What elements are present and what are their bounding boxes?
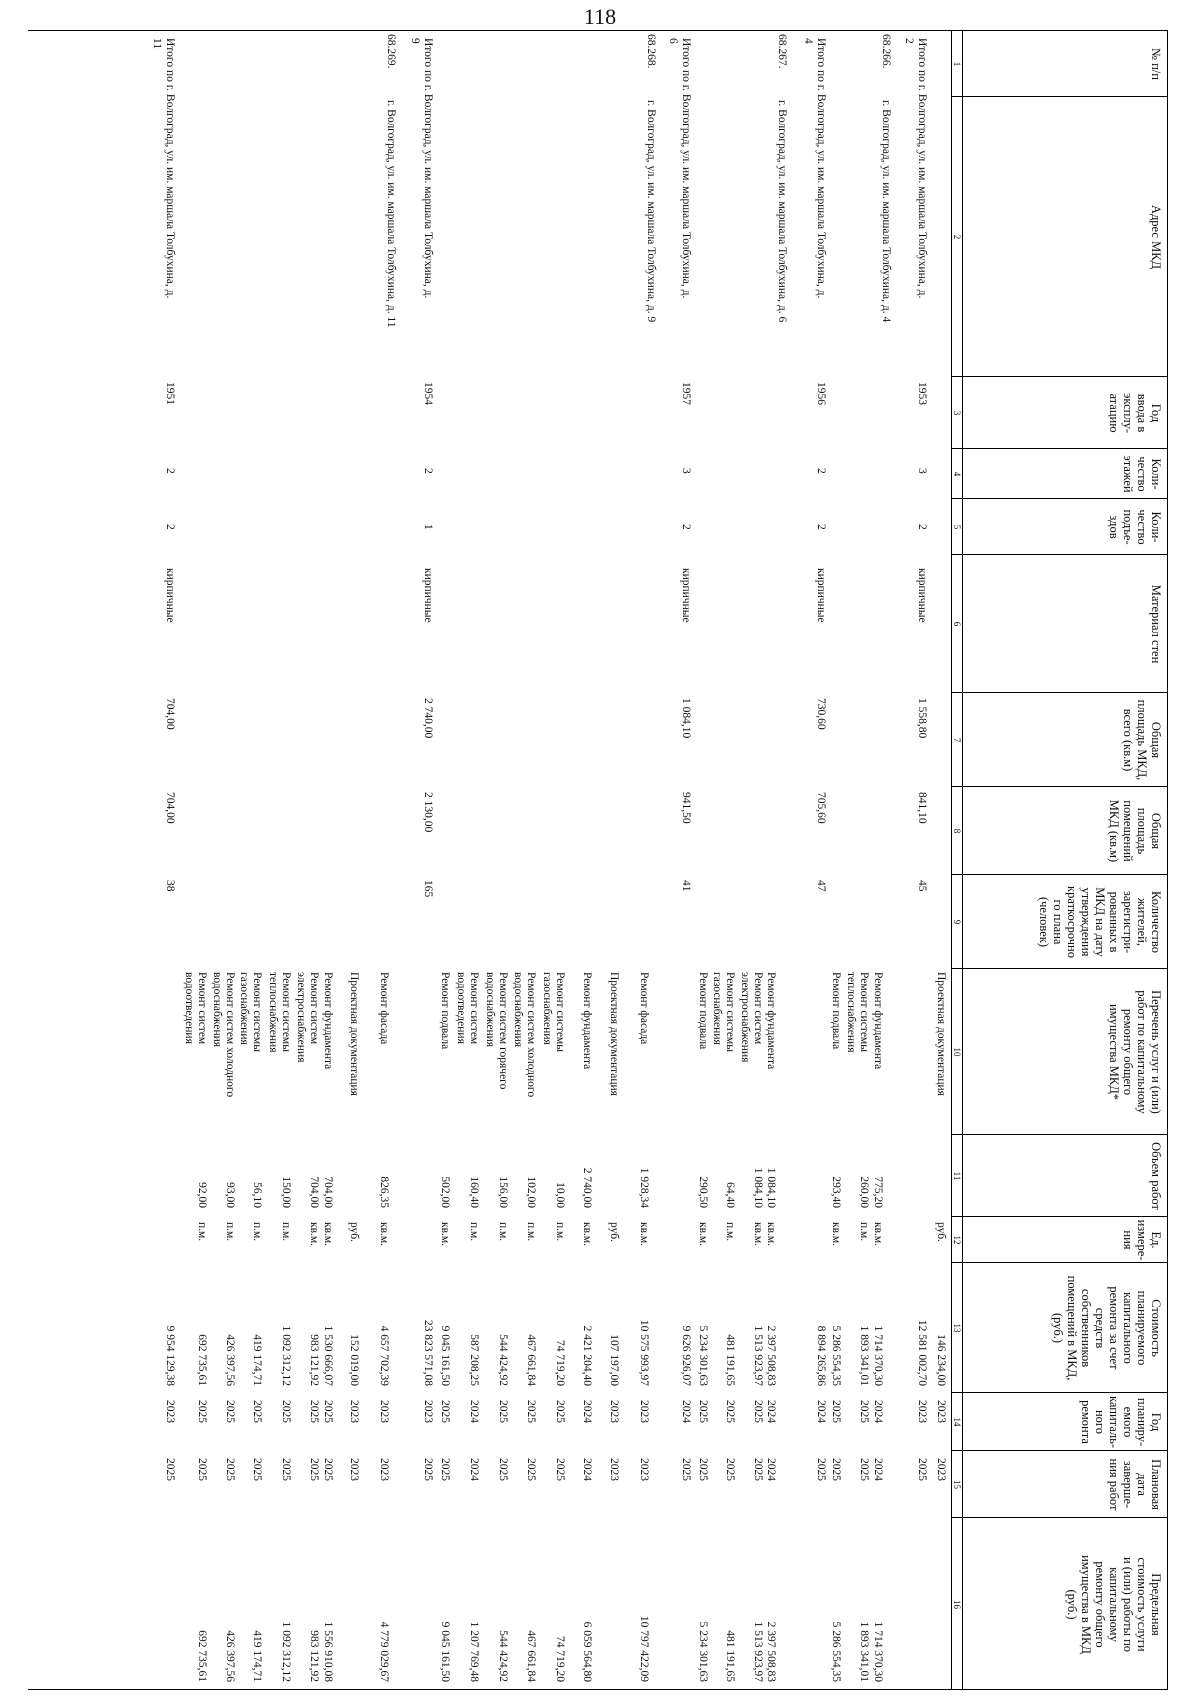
entrances-count: 2 <box>680 524 692 530</box>
year-built: 1954 <box>422 382 434 405</box>
column-divider <box>951 376 1168 377</box>
work-volume: 1 084,10 <box>752 1167 764 1208</box>
unit: п.м. <box>280 1222 292 1242</box>
column-divider <box>951 692 1168 693</box>
wall-material: кирпичные <box>164 568 176 623</box>
work-volume: 56,10 <box>251 1182 263 1208</box>
max-cost: 4 779 029,67 <box>378 1621 390 1682</box>
completion-date: 2024 <box>581 1458 593 1481</box>
total-label: Итого по г. Волгоград, ул. им. маршала Толбухина, д. 11 <box>151 38 176 299</box>
unit: кв.м. <box>378 1222 390 1247</box>
column-divider <box>951 554 1168 555</box>
work-volume: 260,00 <box>858 1176 870 1208</box>
year-built: 1956 <box>815 382 827 405</box>
max-cost: 5 286 554,35 <box>830 1621 842 1682</box>
work-name: Ремонт систем электроснабжения <box>295 972 320 1063</box>
residents-count: 165 <box>422 880 434 898</box>
unit: кв.м. <box>830 1222 842 1247</box>
column-divider <box>951 96 1168 97</box>
repair-year: 2025 <box>439 1400 451 1423</box>
planned-cost: 10 575 993,97 <box>638 1319 650 1386</box>
max-cost: 419 174,71 <box>251 1630 263 1682</box>
column-header-14: Год планиру- емого капиталь- ного ремонта <box>1079 1395 1163 1449</box>
repair-year: 2025 <box>196 1400 208 1423</box>
work-name: Ремонт системы теплоснабжения <box>267 972 292 1053</box>
work-name: Ремонт систем электроснабжения <box>739 972 764 1063</box>
column-divider <box>951 448 1168 449</box>
completion-date: 2025 <box>251 1458 263 1481</box>
residents-count: 38 <box>164 880 176 892</box>
unit: кв.м. <box>322 1222 334 1247</box>
repair-year: 2023 <box>348 1400 360 1423</box>
column-number-6: 6 <box>952 621 962 627</box>
completion-date: 2025 <box>322 1458 334 1481</box>
completion-date: 2023 <box>378 1458 390 1481</box>
work-volume: 92,00 <box>196 1182 208 1208</box>
work-name: Ремонт фундамента <box>322 972 334 1070</box>
work-name: Ремонт систем холодного водоснабжения <box>512 972 537 1098</box>
repair-year: 2025 <box>752 1400 764 1423</box>
planned-cost: 983 121,92 <box>308 1334 320 1386</box>
row-number: 68.269. <box>385 34 397 69</box>
work-name: Ремонт системы газоснабжения <box>238 972 263 1052</box>
completion-date: 2024 <box>765 1458 777 1481</box>
repair-year: 2025 <box>554 1400 566 1423</box>
premises-area: 841,10 <box>916 792 928 824</box>
planned-cost: 107 197,00 <box>608 1334 620 1386</box>
unit: п.м. <box>196 1222 208 1242</box>
column-number-5: 5 <box>952 524 962 530</box>
total-area: 2 740,00 <box>422 698 434 739</box>
work-name: Ремонт системы газоснабжения <box>711 972 736 1052</box>
completion-date: 2025 <box>554 1458 566 1481</box>
column-header-7: Общая площадь МКД, всего (кв.м) <box>1121 699 1163 781</box>
work-name: Ремонт фундамента <box>765 972 777 1070</box>
work-volume: 10,00 <box>554 1182 566 1208</box>
unit: кв.м. <box>439 1222 451 1247</box>
column-number-7: 7 <box>952 737 962 743</box>
work-name: Ремонт фундамента <box>581 972 593 1070</box>
work-volume: 704,00 <box>322 1176 334 1208</box>
unit: кв.м. <box>872 1222 884 1247</box>
premises-area: 705,60 <box>815 792 827 824</box>
work-name: Ремонт систем горячего водоснабжения <box>484 972 509 1090</box>
work-volume: 290,50 <box>697 1176 709 1208</box>
planned-cost: 152 019,00 <box>348 1334 360 1386</box>
column-divider <box>951 1216 1168 1217</box>
repair-year: 2024 <box>468 1400 480 1423</box>
work-name: Ремонт подвала <box>830 972 842 1050</box>
completion-date: 2025 <box>224 1458 236 1481</box>
unit: кв.м. <box>697 1222 709 1247</box>
work-name: Ремонт фасада <box>378 972 390 1045</box>
wall-material: кирпичные <box>680 568 692 623</box>
column-header-12: Ед. измере- ния <box>1121 1219 1163 1261</box>
work-volume: 160,40 <box>468 1176 480 1208</box>
work-volume: 775,20 <box>872 1176 884 1208</box>
column-divider <box>951 1517 1168 1518</box>
repair-year: 2025 <box>858 1400 870 1423</box>
repair-year: 2025 <box>724 1400 736 1423</box>
column-number-8: 8 <box>952 828 962 834</box>
repair-year: 2023 <box>422 1400 434 1423</box>
unit: п.м. <box>554 1222 566 1242</box>
column-header-5: Коли- чество подъе- здов <box>1107 509 1163 545</box>
unit: п.м. <box>468 1222 480 1242</box>
row-address: г. Волгоград, ул. им. маршала Толбухина, д. 9 <box>645 100 657 323</box>
work-name: Ремонт подвала <box>439 972 451 1050</box>
work-name: Ремонт систем водоотведения <box>183 972 208 1045</box>
planned-cost: 419 174,71 <box>251 1334 263 1386</box>
total-area: 1 558,80 <box>916 698 928 739</box>
residents-count: 47 <box>815 880 827 892</box>
column-number-15: 15 <box>952 1480 962 1489</box>
completion-date: 2023 <box>608 1458 620 1481</box>
column-number-3: 3 <box>952 410 962 416</box>
repair-year: 2025 <box>525 1400 537 1423</box>
max-cost: 692 735,61 <box>196 1630 208 1682</box>
column-number-1: 1 <box>952 61 962 67</box>
planned-cost: 2 397 508,83 <box>765 1325 777 1386</box>
completion-date: 2025 <box>525 1458 537 1481</box>
planned-cost: 1 513 923,97 <box>752 1325 764 1386</box>
repair-year: 2023 <box>935 1400 947 1423</box>
column-number-16: 16 <box>952 1600 962 1609</box>
work-volume: 826,35 <box>378 1176 390 1208</box>
max-cost: 983 121,92 <box>308 1630 320 1682</box>
planned-cost: 4 657 702,39 <box>378 1325 390 1386</box>
work-volume: 102,00 <box>525 1176 537 1208</box>
completion-date: 2025 <box>439 1458 451 1481</box>
row-number: 68.266. <box>880 34 892 69</box>
work-volume: 704,00 <box>308 1176 320 1208</box>
entrances-count: 1 <box>422 524 434 530</box>
column-divider <box>951 1392 1168 1393</box>
year-built: 1953 <box>916 382 928 405</box>
entrances-count: 2 <box>815 524 827 530</box>
column-header-15: Плановая дата заверше- ния работ <box>1107 1458 1163 1511</box>
repair-year: 2025 <box>497 1400 509 1423</box>
max-cost: 1 893 341,01 <box>858 1621 870 1682</box>
column-divider <box>951 968 1168 969</box>
planned-cost: 74 719,20 <box>554 1340 566 1386</box>
work-name: Ремонт системы теплоснабжения <box>845 972 870 1053</box>
planned-cost: 481 191,65 <box>724 1334 736 1386</box>
completion-date: 2025 <box>830 1458 842 1481</box>
planned-cost: 1 530 666,07 <box>322 1325 334 1386</box>
total-area: 1 084,10 <box>680 698 692 739</box>
work-volume: 64,40 <box>724 1182 736 1208</box>
column-header-4: Коли- чество этажей <box>1121 455 1163 493</box>
column-number-row <box>951 30 963 1690</box>
unit: руб. <box>348 1222 360 1242</box>
work-name: Ремонт системы газоснабжения <box>541 972 566 1052</box>
column-number-14: 14 <box>952 1417 962 1427</box>
column-number-13: 13 <box>952 1323 962 1333</box>
repair-year: 2025 <box>224 1400 236 1423</box>
planned-cost: 544 424,92 <box>497 1334 509 1386</box>
planned-cost: 692 735,61 <box>196 1334 208 1386</box>
unit: руб. <box>935 1222 947 1242</box>
floors-count: 3 <box>916 468 928 474</box>
repair-year: 2023 <box>164 1400 176 1423</box>
repair-year: 2025 <box>308 1400 320 1423</box>
column-number-2: 2 <box>952 234 962 240</box>
planned-cost: 587 208,25 <box>468 1334 480 1386</box>
completion-date: 2025 <box>815 1458 827 1481</box>
unit: руб. <box>608 1222 620 1242</box>
completion-date: 2023 <box>638 1458 650 1481</box>
unit: кв.м. <box>752 1222 764 1247</box>
max-cost: 74 719,20 <box>554 1636 566 1682</box>
column-header-2: Адрес МКД <box>1149 204 1163 270</box>
planned-cost: 1 092 312,12 <box>280 1325 292 1386</box>
work-volume: 156,00 <box>497 1176 509 1208</box>
completion-date: 2024 <box>468 1458 480 1481</box>
planned-cost: 8 894 265,86 <box>815 1325 827 1386</box>
repair-year: 2023 <box>916 1400 928 1423</box>
entrances-count: 2 <box>164 524 176 530</box>
floors-count: 2 <box>815 468 827 474</box>
planned-cost: 12 581 002,70 <box>916 1319 928 1386</box>
column-header-1: № п/п <box>1149 48 1163 80</box>
max-cost: 1 513 923,97 <box>752 1621 764 1682</box>
column-number-10: 10 <box>952 1047 962 1057</box>
premises-area: 941,50 <box>680 792 692 824</box>
total-area: 730,60 <box>815 698 827 730</box>
work-name: Ремонт систем холодного водоснабжения <box>211 972 236 1098</box>
work-volume: 502,00 <box>439 1176 451 1208</box>
planned-cost: 9 626 926,07 <box>680 1325 692 1386</box>
row-number: 68.268. <box>645 34 657 69</box>
planned-cost: 23 823 571,08 <box>422 1319 434 1386</box>
repair-year: 2025 <box>322 1400 334 1423</box>
completion-date: 2025 <box>724 1458 736 1481</box>
planned-cost: 5 234 301,63 <box>697 1325 709 1386</box>
completion-date: 2025 <box>752 1458 764 1481</box>
total-label: Итого по г. Волгоград, ул. им. маршала Толбухина, д. 2 <box>903 38 928 299</box>
unit: кв.м. <box>308 1222 320 1247</box>
residents-count: 41 <box>680 880 692 892</box>
completion-date: 2025 <box>680 1458 692 1481</box>
entrances-count: 2 <box>916 524 928 530</box>
completion-date: 2025 <box>308 1458 320 1481</box>
repair-year: 2024 <box>872 1400 884 1423</box>
completion-date: 2025 <box>422 1458 434 1481</box>
work-volume: 93,00 <box>224 1182 236 1208</box>
rotated-table-page <box>28 30 1168 1690</box>
unit: кв.м. <box>581 1222 593 1247</box>
max-cost: 1 092 312,12 <box>280 1621 292 1682</box>
completion-date: 2023 <box>935 1458 947 1481</box>
repair-year: 2023 <box>608 1400 620 1423</box>
completion-date: 2025 <box>497 1458 509 1481</box>
work-name: Проектная документация <box>935 972 947 1096</box>
column-header-3: Год ввода в эксплу- атацию <box>1107 392 1163 433</box>
max-cost: 6 059 564,80 <box>581 1621 593 1682</box>
column-header-6: Материал стен <box>1149 584 1163 664</box>
total-label: Итого по г. Волгоград, ул. им. маршала Толбухина, д. 6 <box>667 38 692 299</box>
completion-date: 2025 <box>164 1458 176 1481</box>
unit: кв.м. <box>638 1222 650 1247</box>
column-header-16: Предельная стоимость услуги и (или) работы по капитальному ремонту общего имущества в МКД (руб.) <box>1065 1555 1163 1654</box>
max-cost: 467 661,84 <box>525 1630 537 1682</box>
repair-year: 2024 <box>581 1400 593 1423</box>
residents-count: 45 <box>916 880 928 892</box>
column-header-9: Количество жителей, зарегистри- рованных в МКД на дату утверждения краткосрочно го плана (человек) <box>1037 886 1163 958</box>
unit: п.м. <box>525 1222 537 1242</box>
row-address: г. Волгоград, ул. им. маршала Толбухина, д. 4 <box>880 100 892 323</box>
column-divider <box>951 786 1168 787</box>
repair-year: 2025 <box>697 1400 709 1423</box>
row-address: г. Волгоград, ул. им. маршала Толбухина, д. 6 <box>776 100 788 323</box>
max-cost: 544 424,92 <box>497 1630 509 1682</box>
unit: п.м. <box>251 1222 263 1242</box>
premises-area: 2 130,00 <box>422 792 434 833</box>
completion-date: 2023 <box>348 1458 360 1481</box>
planned-cost: 2 421 204,40 <box>581 1325 593 1386</box>
max-cost: 1 714 370,30 <box>872 1621 884 1682</box>
planned-cost: 467 661,84 <box>525 1334 537 1386</box>
total-label: Итого по г. Волгоград, ул. им. маршала Толбухина, д. 9 <box>409 38 434 299</box>
unit: кв.м. <box>765 1222 777 1247</box>
work-volume: 2 740,00 <box>581 1167 593 1208</box>
capital-repair-table <box>28 30 1168 1690</box>
column-divider <box>951 1450 1168 1451</box>
total-area: 704,00 <box>164 698 176 730</box>
column-header-8: Общая площадь помещений МКД (кв.м) <box>1107 799 1163 863</box>
premises-area: 704,00 <box>164 792 176 824</box>
max-cost: 1 556 910,08 <box>322 1621 334 1682</box>
work-name: Ремонт фундамента <box>872 972 884 1070</box>
completion-date: 2024 <box>872 1458 884 1481</box>
work-name: Ремонт систем водоотведения <box>455 972 480 1045</box>
completion-date: 2025 <box>697 1458 709 1481</box>
work-volume: 150,00 <box>280 1176 292 1208</box>
work-volume: 1 928,34 <box>638 1167 650 1208</box>
column-header-10: Перечень услуг и (или) работ по капитальному ремонту общего имущества МКД* <box>1107 990 1163 1114</box>
repair-year: 2024 <box>815 1400 827 1423</box>
table-header <box>962 30 1168 1690</box>
work-name: Проектная документация <box>348 972 360 1096</box>
column-number-4: 4 <box>952 471 962 477</box>
repair-year: 2023 <box>378 1400 390 1423</box>
floors-count: 2 <box>164 468 176 474</box>
wall-material: кирпичные <box>422 568 434 623</box>
max-cost: 426 397,56 <box>224 1630 236 1682</box>
unit: п.м. <box>858 1222 870 1242</box>
work-name: Проектная документация <box>608 972 620 1096</box>
max-cost: 9 045 161,50 <box>439 1621 451 1682</box>
max-cost: 10 797 422,09 <box>638 1615 650 1682</box>
max-cost: 481 191,65 <box>724 1630 736 1682</box>
column-divider <box>951 1134 1168 1135</box>
repair-year: 2025 <box>280 1400 292 1423</box>
row-number: 68.267. <box>776 34 788 69</box>
wall-material: кирпичные <box>815 568 827 623</box>
planned-cost: 1 893 341,01 <box>858 1325 870 1386</box>
unit: п.м. <box>497 1222 509 1242</box>
floors-count: 2 <box>422 468 434 474</box>
unit: п.м. <box>724 1222 736 1242</box>
repair-year: 2024 <box>680 1400 692 1423</box>
repair-year: 2024 <box>765 1400 777 1423</box>
max-cost: 5 234 301,63 <box>697 1621 709 1682</box>
floors-count: 3 <box>680 468 692 474</box>
column-divider <box>951 498 1168 499</box>
total-label: Итого по г. Волгоград, ул. им. маршала Толбухина, д. 4 <box>802 38 827 299</box>
work-volume: 293,40 <box>830 1176 842 1208</box>
work-volume: 1 084,10 <box>765 1167 777 1208</box>
page-number: 118 <box>583 4 617 29</box>
work-name: Ремонт фасада <box>638 972 650 1045</box>
year-built: 1951 <box>164 382 176 405</box>
column-header-13: Стоимость планируемого капитального ремонта за счет средств собственников помещений в МКД, (руб.) <box>1051 1275 1163 1381</box>
work-name: Ремонт подвала <box>697 972 709 1050</box>
row-address: г. Волгоград, ул. им. маршала Толбухина, д. 11 <box>385 100 397 328</box>
completion-date: 2025 <box>916 1458 928 1481</box>
year-built: 1957 <box>680 382 692 405</box>
completion-date: 2025 <box>280 1458 292 1481</box>
repair-year: 2023 <box>638 1400 650 1423</box>
column-divider <box>951 1262 1168 1263</box>
completion-date: 2025 <box>196 1458 208 1481</box>
completion-date: 2025 <box>858 1458 870 1481</box>
planned-cost: 426 397,56 <box>224 1334 236 1386</box>
unit: п.м. <box>224 1222 236 1242</box>
max-cost: 2 397 508,83 <box>765 1621 777 1682</box>
column-divider <box>951 874 1168 875</box>
planned-cost: 146 234,00 <box>935 1334 947 1386</box>
max-cost: 1 207 769,48 <box>468 1621 480 1682</box>
repair-year: 2025 <box>830 1400 842 1423</box>
planned-cost: 1 714 370,30 <box>872 1325 884 1386</box>
planned-cost: 5 286 554,35 <box>830 1325 842 1386</box>
repair-year: 2025 <box>251 1400 263 1423</box>
column-header-11: Объем работ <box>1149 1142 1163 1210</box>
planned-cost: 9 954 129,38 <box>164 1325 176 1386</box>
column-number-12: 12 <box>952 1235 962 1245</box>
column-number-11: 11 <box>952 1171 962 1181</box>
planned-cost: 9 045 161,50 <box>439 1325 451 1386</box>
column-number-9: 9 <box>952 919 962 925</box>
wall-material: кирпичные <box>916 568 928 623</box>
